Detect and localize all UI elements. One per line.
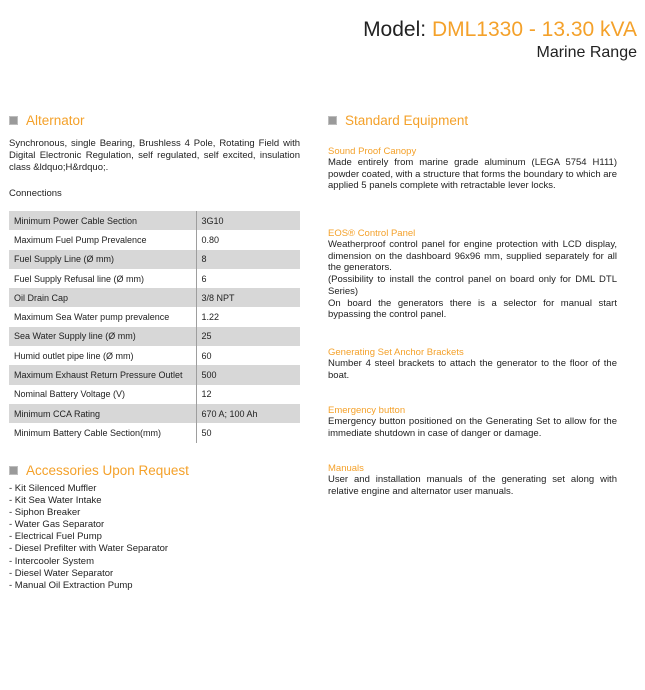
square-bullet-icon — [328, 116, 337, 125]
table-row — [9, 211, 300, 230]
spec-name: Nominal Battery Voltage (V) — [9, 385, 196, 404]
alternator-heading — [9, 113, 85, 128]
spec-value: 670 A; 100 Ah — [196, 404, 300, 423]
spec-value: 60 — [196, 346, 300, 365]
spec-name: Maximum Sea Water pump prevalence — [9, 307, 196, 326]
equipment-item-text: Emergency button positioned on the Generating Set to allow for the immediate shutdown in case of danger or damage. — [328, 416, 617, 439]
spec-name: Maximum Exhaust Return Pressure Outlet — [9, 365, 196, 384]
equipment-item-text: Number 4 steel brackets to attach the generator to the floor of the boat. — [328, 358, 617, 381]
alternator-title: Alternator — [26, 113, 85, 128]
table-row — [9, 250, 300, 269]
spec-name: Fuel Supply Line (Ø mm) — [9, 250, 196, 269]
equipment-item-title: EOS® Control Panel — [328, 228, 416, 239]
standard-equipment-title: Standard Equipment — [345, 113, 469, 128]
list-item: - Diesel Water Separator — [9, 567, 114, 579]
spec-name: Fuel Supply Refusal line (Ø mm) — [9, 269, 196, 288]
spec-name: Humid outlet pipe line (Ø mm) — [9, 346, 196, 365]
list-item: - Kit Silenced Muffler — [9, 483, 97, 494]
connections-label: Connections — [9, 188, 62, 199]
table-row — [9, 327, 300, 346]
table-row — [9, 365, 300, 384]
equipment-item-title: Manuals — [328, 463, 364, 474]
list-item: - Siphon Breaker — [9, 507, 81, 519]
equipment-item-text: User and installation manuals of the generating set along with relative engine and alternator user manuals. — [328, 474, 617, 497]
spec-name: Minimum Battery Cable Section(mm) — [9, 423, 196, 442]
equipment-item-title: Generating Set Anchor Brackets — [328, 347, 464, 358]
list-item: - Electrical Fuel Pump — [9, 531, 102, 543]
accessories-heading — [9, 463, 189, 478]
spec-value: 8 — [196, 250, 300, 269]
spec-value: 0.80 — [196, 230, 300, 249]
list-item: - Water Gas Separator — [9, 519, 105, 531]
model-value: DML1330 - 13.30 kVA — [431, 18, 637, 41]
square-bullet-icon — [9, 116, 18, 125]
list-item: - Diesel Prefilter with Water Separator — [9, 543, 169, 555]
spec-name: Minimum CCA Rating — [9, 404, 196, 423]
table-row — [9, 307, 300, 326]
spec-value: 12 — [196, 385, 300, 404]
list-item: - Intercooler System — [9, 555, 94, 567]
spec-name: Maximum Fuel Pump Prevalence — [9, 230, 196, 249]
list-item: - Manual Oil Extraction Pump — [9, 579, 133, 591]
table-row — [9, 404, 300, 423]
spec-value: 500 — [196, 365, 300, 384]
spec-name: Minimum Power Cable Section — [9, 211, 196, 230]
equipment-item-title: Emergency button — [328, 405, 406, 416]
table-row — [9, 269, 300, 288]
alternator-description: Synchronous, single Bearing, Brushless 4 Pole, Rotating Field with Digital Electronic Regulation, self regulated, self excited, insulation class &ldquo;H&rdquo;. — [9, 138, 300, 173]
spec-name: Oil Drain Cap — [9, 288, 196, 307]
spec-value: 3/8 NPT — [196, 288, 300, 307]
table-row — [9, 230, 300, 249]
table-row — [9, 288, 300, 307]
connections-table — [9, 211, 300, 443]
table-row — [9, 385, 300, 404]
accessories-list — [9, 483, 168, 592]
spec-name: Sea Water Supply line (Ø mm) — [9, 327, 196, 346]
spec-value: 50 — [196, 423, 300, 442]
equipment-item-title: Sound Proof Canopy — [328, 146, 417, 157]
list-item: - Kit Sea Water Intake — [9, 495, 102, 507]
model-title — [363, 18, 637, 42]
square-bullet-icon — [9, 466, 18, 475]
accessories-title: Accessories Upon Request — [26, 463, 189, 478]
equipment-item-text: Weatherproof control panel for engine protection with LCD display, dimension on the dashboard 96x96 mm, supplied separately for all the generators. (Possibility to install the control panel on board only for DML DTL Series) On board the generators there is a selector for manual start bypassing the control panel. — [328, 239, 617, 321]
standard-equipment-heading — [328, 113, 468, 128]
table-row — [9, 423, 300, 442]
model-label: Model: — [363, 18, 432, 41]
range-subtitle: Marine Range — [536, 44, 637, 61]
spec-value: 6 — [196, 269, 300, 288]
table-row — [9, 346, 300, 365]
equipment-item-text: Made entirely from marine grade aluminum (LEGA 5754 H111) powder coated, with a structure that forms the boundary to which are applied 5 panels complete with retractable lever locks. — [328, 157, 617, 192]
spec-value: 3G10 — [196, 211, 300, 230]
spec-value: 25 — [196, 327, 300, 346]
spec-value: 1.22 — [196, 307, 300, 326]
